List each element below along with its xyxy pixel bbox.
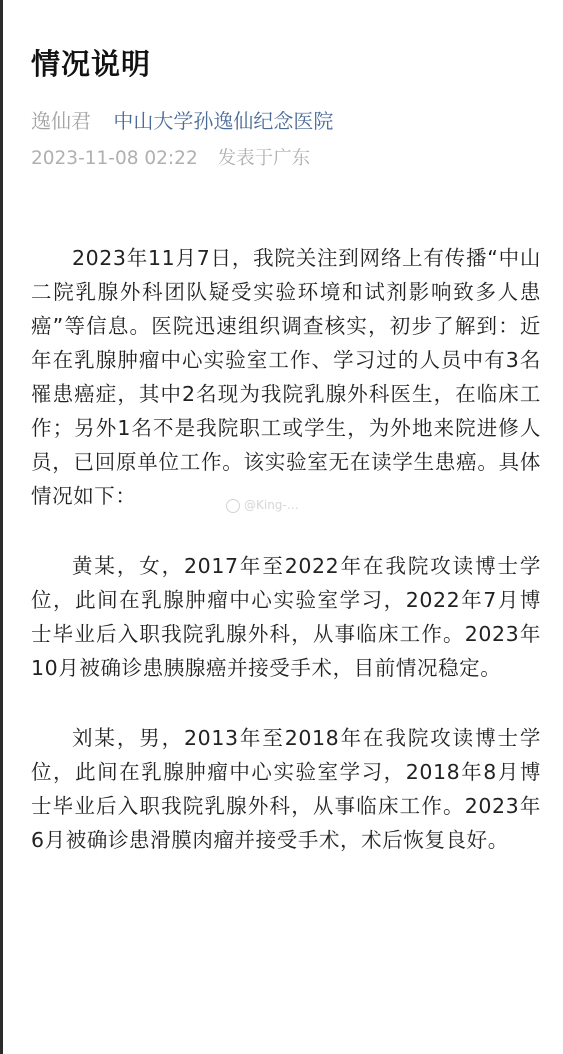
article-title: 情况说明 [31, 47, 152, 81]
paragraph-case-huang: 黄某，女，2017年至2022年在我院攻读博士学位，此间在乳腺肿瘤中心实验室学习，2022年7月博士毕业后入职我院乳腺外科，从事临床工作。2023年10月被确诊患胰腺癌并接受手术，目前情况稳定。 [31, 554, 541, 680]
paragraph-intro: 2023年11月7日，我院关注到网络上有传播“中山二院乳腺外科团队疑受实验环境和试剂影响致多人患癌”等信息。医院迅速组织调查核实，初步了解到：近年在乳腺肿瘤中心实验室工作、学习过的人员中有3名罹患癌症，其中2名现为我院乳腺外科医生，在临床工作；另外1名不是我院职工或学生，为外地来院进修人员，已回原单位工作。该实验室无在读学生患癌。具体情况如下： [31, 246, 541, 508]
left-edge-border [0, 0, 3, 1054]
article-content [31, 241, 541, 857]
article-meta [31, 106, 541, 136]
weibo-icon [226, 499, 240, 513]
author-name: 逸仙君 [31, 109, 91, 133]
weibo-watermark [226, 498, 299, 513]
publish-location: 发表于广东 [217, 148, 311, 169]
account-link[interactable]: 中山大学孙逸仙纪念医院 [113, 109, 334, 133]
paragraph-case-liu: 刘某，男，2013年至2018年在我院攻读博士学位，此间在乳腺肿瘤中心实验室学习，2018年8月博士毕业后入职我院乳腺外科，从事临床工作。2023年6月被确诊患滑膜肉瘤并接受手术，术后恢复良好。 [31, 726, 541, 852]
article [31, 0, 541, 893]
publish-datetime: 2023-11-08 02:22 [31, 148, 198, 169]
watermark-text: @King-… [244, 498, 299, 512]
publish-info [31, 144, 541, 174]
